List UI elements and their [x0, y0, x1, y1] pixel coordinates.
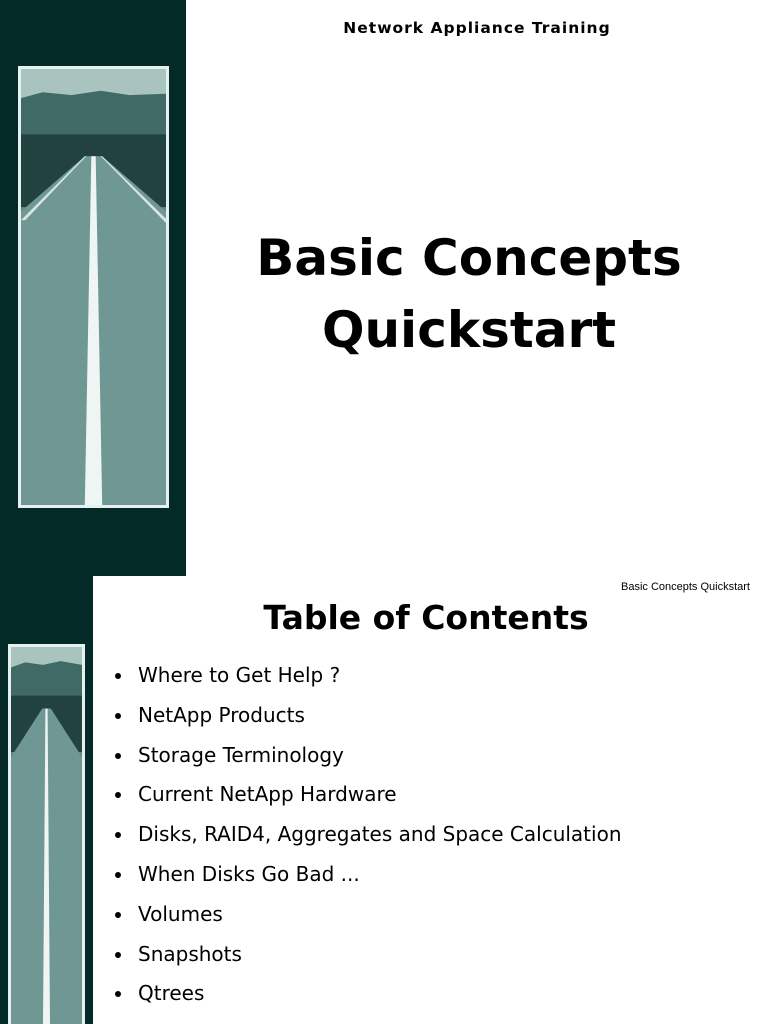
road-photo: [8, 644, 85, 1024]
bullet-icon: [115, 753, 121, 759]
bullet-icon: [115, 713, 121, 719]
toc-item: [111, 738, 622, 778]
toc-item: [111, 976, 622, 1016]
training-header: Network Appliance Training: [343, 19, 611, 37]
toc-item: [111, 817, 622, 857]
bullet-icon: [115, 912, 121, 918]
bullet-icon: [115, 952, 121, 958]
road-photo: [18, 66, 169, 508]
toc-item: [111, 857, 622, 897]
toc-slide: [0, 576, 768, 1024]
toc-item-label: NetApp Products: [138, 702, 305, 727]
toc-item: [111, 698, 622, 738]
toc-item-label: Snapshots: [138, 941, 242, 966]
toc-item-label: When Disks Go Bad ...: [138, 861, 360, 886]
toc-item: [111, 777, 622, 817]
bullet-icon: [115, 832, 121, 838]
toc-item-label: Current NetApp Hardware: [138, 782, 397, 807]
toc-list: [111, 658, 622, 1016]
toc-title: Table of Contents: [263, 598, 589, 637]
toc-item: [111, 658, 622, 698]
toc-item-label: Where to Get Help ?: [138, 663, 341, 687]
toc-item-label: Disks, RAID4, Aggregates and Space Calculation: [138, 822, 622, 847]
toc-item-label: Storage Terminology: [138, 742, 344, 767]
toc-item-label: Qtrees: [138, 981, 205, 1006]
toc-item: [111, 937, 622, 977]
title-line-2: Quickstart: [321, 301, 617, 359]
bullet-icon: [115, 872, 121, 878]
toc-item: [111, 897, 622, 937]
toc-item-label: Volumes: [138, 901, 223, 926]
slide-title: [186, 222, 752, 366]
title-line-1: Basic Concepts: [256, 229, 682, 287]
bullet-icon: [115, 991, 121, 997]
bullet-icon: [115, 673, 121, 679]
bullet-icon: [115, 792, 121, 798]
running-head: Basic Concepts Quickstart: [621, 581, 750, 593]
